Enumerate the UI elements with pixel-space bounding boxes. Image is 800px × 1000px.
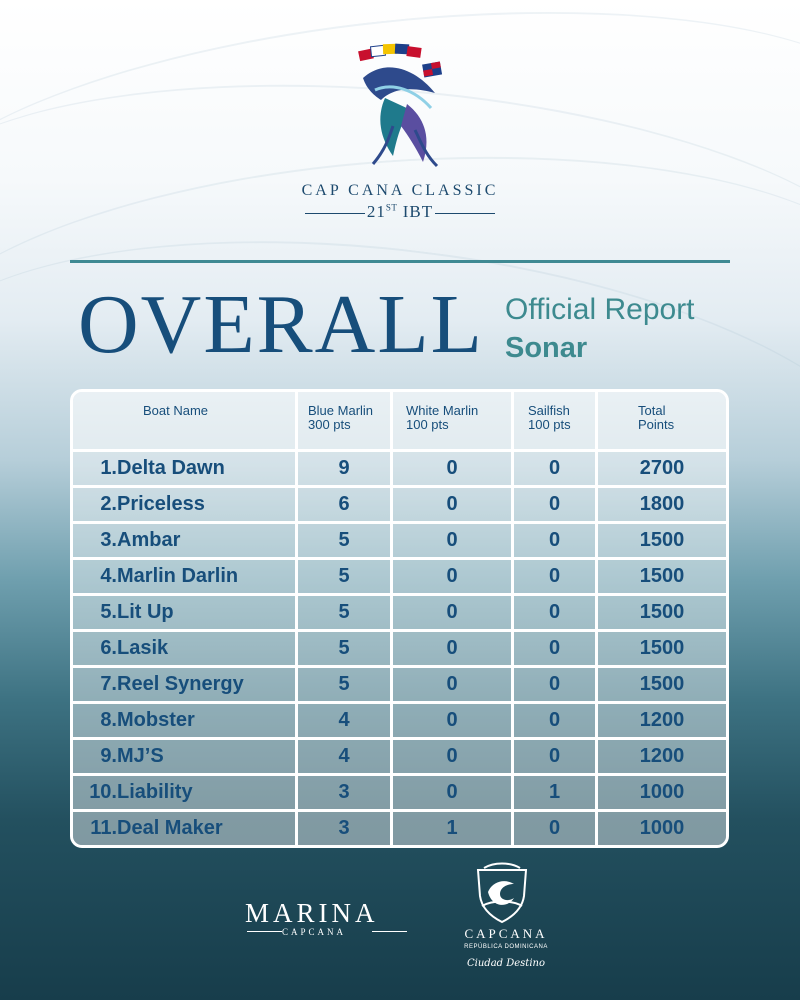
boat-name-cell: Lasik [117,637,169,659]
capcana-country: REPÚBLICA DOMINICANA [464,944,548,950]
boat-name-cell: Priceless [117,493,205,515]
report-sponsor: Sonar [505,332,588,364]
capcana-tagline: Ciudad Destino [467,958,545,969]
boat-name-cell: Marlin Darlin [117,565,239,587]
rank-cell: 3. [100,529,117,551]
header-label: Blue Marlin [308,403,374,418]
divider-line [435,213,495,214]
sailfish-cell: 0 [548,673,561,695]
edition-suffix: ST [385,202,398,213]
header-rule [70,260,730,263]
table-row [73,740,726,776]
white-marlin-cell: 0 [446,601,458,623]
total-points-cell: 1000 [639,781,685,803]
total-points-cell: 1500 [639,529,685,551]
total-points-cell: 2700 [639,457,685,479]
sailfish-cell: 0 [548,601,561,623]
white-marlin-cell: 0 [446,709,458,731]
header-label: White Marlin [406,403,479,418]
header-label: Boat Name [143,403,209,418]
boat-name-cell: Lit Up [117,601,174,623]
table-row [73,776,726,812]
column-divider [511,392,514,845]
sailfish-cell: 1 [548,781,561,803]
sailfish-cell: 0 [548,493,561,515]
header-boat-name [143,404,208,418]
marina-logo-subtext: CAPCANA [282,927,347,937]
total-points-cell: 1500 [639,673,685,695]
blue-marlin-cell: 5 [338,601,350,623]
sailfish-cell: 0 [548,457,561,479]
total-points-cell: 1500 [639,601,685,623]
blue-marlin-cell: 4 [338,745,350,767]
white-marlin-cell: 0 [446,565,458,587]
boat-name-cell: Liability [117,781,193,803]
results-table [70,389,729,848]
total-points-cell: 1200 [639,745,685,767]
white-marlin-cell: 0 [446,745,458,767]
header-sublabel: Points [638,416,675,432]
boat-name-cell: Deal Maker [117,817,223,839]
table-header [73,392,726,452]
total-points-cell: 1800 [639,493,685,515]
rank-cell: 8. [100,709,117,731]
marlin-flags-logo-icon [345,38,455,173]
table-row [73,524,726,560]
rank-cell: 4. [100,565,117,587]
divider-line [247,931,282,932]
column-divider [390,392,393,845]
rank-cell: 9. [100,745,117,767]
rank-cell: 2. [100,493,117,515]
table-row [73,596,726,632]
blue-marlin-cell: 5 [338,673,350,695]
header-white-marlin [406,404,478,431]
rank-cell: 6. [100,637,117,659]
rank-cell: 5. [100,601,117,623]
boat-name-cell: Ambar [117,529,181,551]
blue-marlin-cell: 5 [338,565,350,587]
table-row [73,560,726,596]
blue-marlin-cell: 9 [338,457,350,479]
report-subtitle: Official Report [505,293,695,326]
blue-marlin-cell: 3 [338,817,350,839]
rank-cell: 7. [100,673,117,695]
table-row [73,632,726,668]
blue-marlin-cell: 4 [338,709,350,731]
edition-label: IBT [402,202,434,221]
header-sublabel: 100 pts [406,416,449,432]
header-blue-marlin [308,404,373,431]
rank-cell: 11. [90,817,117,839]
event-edition [300,202,500,222]
white-marlin-cell: 0 [446,637,458,659]
blue-marlin-cell: 5 [338,637,350,659]
boat-name-cell: Delta Dawn [117,457,225,479]
rank-cell: 1. [100,457,117,479]
total-points-cell: 1000 [639,817,685,839]
white-marlin-cell: 0 [446,529,458,551]
total-points-cell: 1500 [639,637,685,659]
report-title: OVERALL [78,278,484,371]
column-divider [595,392,598,845]
blue-marlin-cell: 5 [338,529,350,551]
edition-number: 21 [366,202,386,221]
white-marlin-cell: 0 [446,673,458,695]
header-label: Total [638,403,666,418]
table-row [73,488,726,524]
header-sailfish [528,404,571,431]
boat-name-cell: MJ’S [117,745,164,767]
blue-marlin-cell: 3 [338,781,350,803]
marina-logo-text: MARINA [245,898,379,928]
table-row [73,452,726,488]
sailfish-cell: 0 [548,817,561,839]
header-total-points [638,404,674,431]
column-divider [295,392,298,845]
table-row [73,704,726,740]
white-marlin-cell: 1 [446,817,458,839]
total-points-cell: 1500 [639,565,685,587]
white-marlin-cell: 0 [446,781,458,803]
header-sublabel: 100 pts [528,416,571,432]
sailfish-cell: 0 [548,565,561,587]
white-marlin-cell: 0 [446,493,458,515]
capcana-logo-text: CAPCANA [464,926,548,941]
header-sublabel: 300 pts [308,416,351,432]
capcana-crest-icon [470,862,534,924]
sailfish-cell: 0 [548,637,561,659]
boat-name-cell: Mobster [117,709,195,731]
table-row [73,812,726,848]
rank-cell: 10. [89,781,117,803]
table-row [73,668,726,704]
divider-line [372,931,407,932]
sailfish-cell: 0 [548,709,561,731]
blue-marlin-cell: 6 [338,493,350,515]
boat-name-cell: Reel Synergy [117,673,244,695]
sailfish-cell: 0 [548,745,561,767]
sailfish-cell: 0 [548,529,561,551]
total-points-cell: 1200 [639,709,685,731]
white-marlin-cell: 0 [446,457,458,479]
header-label: Sailfish [528,403,570,418]
event-name: CAP CANA CLASSIC [301,182,499,199]
